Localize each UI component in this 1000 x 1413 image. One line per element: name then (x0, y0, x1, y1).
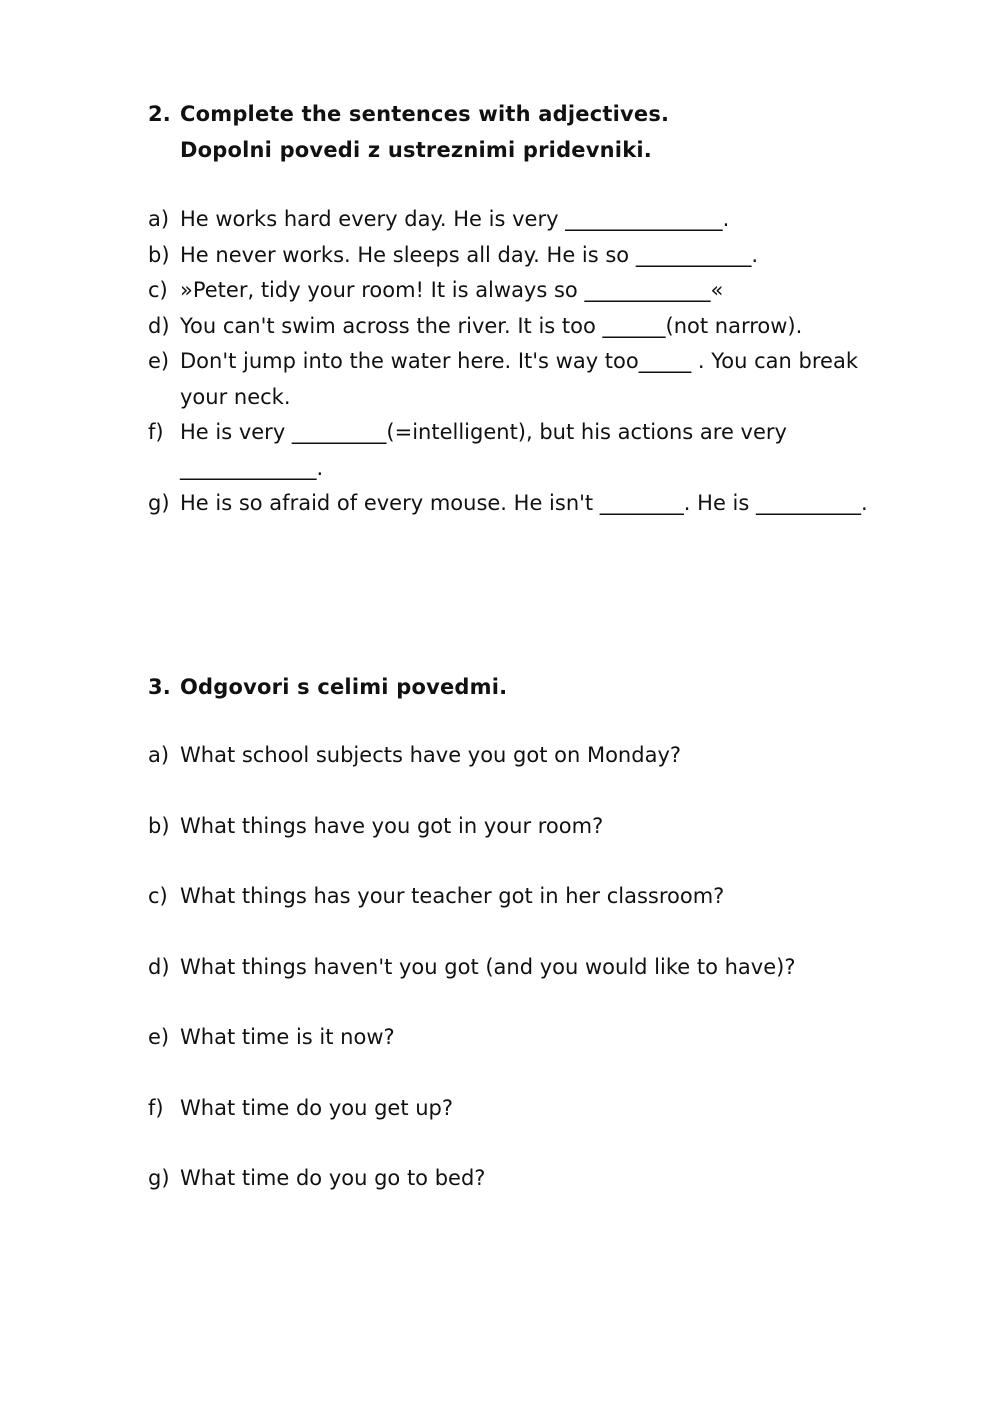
item-label: d) (148, 313, 170, 338)
item-text: What things has your teacher got in her classroom? (180, 884, 725, 908)
item-label: a) (148, 207, 170, 231)
item-label: b) (148, 813, 170, 838)
item-label: c) (148, 884, 168, 908)
section-2-heading (148, 96, 669, 168)
section-2-list (148, 202, 888, 522)
item-text: »Peter, tidy your room! It is always so ____________« (180, 278, 724, 302)
item-label: g) (148, 491, 170, 515)
section-3-list (148, 738, 888, 1232)
item-label: a) (148, 743, 170, 767)
item-text: He works hard every day. He is very _______________. (180, 207, 730, 231)
item-label: b) (148, 242, 170, 267)
item-text: He is so afraid of every mouse. He isn't ________. He is __________. (180, 491, 868, 515)
item-label: d) (148, 954, 170, 979)
item-label: e) (148, 349, 170, 373)
list-item (148, 344, 888, 415)
item-text: He never works. He sleeps all day. He is so ___________. (180, 242, 759, 267)
list-item (148, 1020, 888, 1056)
list-item (148, 950, 888, 986)
item-label: e) (148, 1025, 170, 1049)
section-2-number: 2. (148, 102, 171, 126)
list-item (148, 309, 888, 345)
section-2-subtitle: Dopolni povedi z ustreznimi pridevniki. (180, 138, 652, 162)
section-3-number: 3. (148, 675, 171, 699)
list-item (148, 879, 888, 915)
list-item (148, 273, 888, 309)
list-item (148, 486, 888, 522)
item-text: Don't jump into the water here. It's way too_____ . You can break your neck. (180, 349, 858, 409)
section-2-title: Complete the sentences with adjectives. (180, 102, 670, 126)
item-text: What time do you go to bed? (180, 1166, 486, 1190)
item-text: What time is it now? (180, 1025, 395, 1049)
item-text: What things haven't you got (and you would like to have)? (180, 954, 796, 979)
item-label: g) (148, 1166, 170, 1190)
item-label: c) (148, 278, 168, 302)
item-text: What school subjects have you got on Monday? (180, 743, 682, 767)
item-text: What things have you got in your room? (180, 813, 604, 838)
list-item (148, 1091, 888, 1127)
section-3-heading (148, 669, 507, 705)
list-item (148, 1161, 888, 1197)
list-item (148, 238, 888, 274)
item-label: f) (148, 420, 164, 444)
item-text: What time do you get up? (180, 1095, 454, 1120)
section-3-title: Odgovori s celimi povedmi. (180, 675, 508, 699)
list-item (148, 809, 888, 845)
item-text: You can't swim across the river. It is too ______(not narrow). (180, 313, 803, 338)
item-text: He is very _________(=intelligent), but his actions are very _____________. (180, 420, 787, 480)
list-item (148, 415, 888, 486)
list-item (148, 738, 888, 774)
item-label: f) (148, 1095, 164, 1120)
list-item (148, 202, 888, 238)
